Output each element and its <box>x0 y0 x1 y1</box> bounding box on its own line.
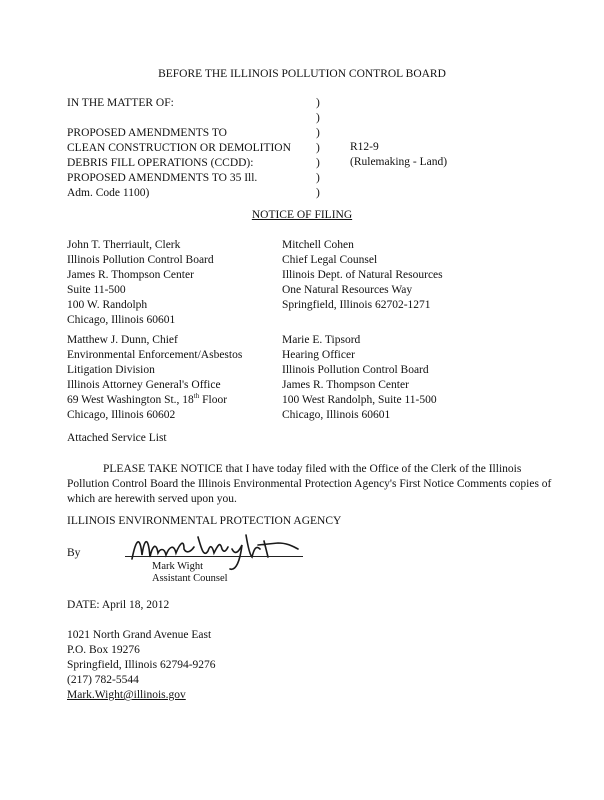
recipient-line: Mitchell Cohen <box>282 239 354 251</box>
paren: ) <box>316 187 320 199</box>
signer-name: Mark Wight <box>152 561 204 572</box>
notice-paragraph <box>67 462 557 507</box>
paren: ) <box>316 112 320 124</box>
recipient-line: Litigation Division <box>67 364 155 376</box>
attached-service-list: Attached Service List <box>67 432 167 444</box>
caption-line: Adm. Code 1100) <box>67 187 150 199</box>
caption-line: IN THE MATTER OF: <box>67 97 174 109</box>
recipient-line: John T. Therriault, Clerk <box>67 239 181 251</box>
recipient-line: James R. Thompson Center <box>67 269 194 281</box>
recipient-line: Matthew J. Dunn, Chief <box>67 334 178 346</box>
docket-info <box>350 140 447 170</box>
caption-parens <box>316 96 320 201</box>
signer-info <box>152 561 228 585</box>
docket-type: (Rulemaking - Land) <box>350 156 448 168</box>
paren: ) <box>316 127 320 139</box>
recipient-attorney-general <box>67 333 242 423</box>
recipient-line: James R. Thompson Center <box>282 379 409 391</box>
recipient-clerk <box>67 238 214 328</box>
caption-line: DEBRIS FILL OPERATIONS (CCDD): <box>67 157 254 169</box>
recipient-line <box>67 393 242 408</box>
recipient-line: 100 W. Randolph <box>67 299 148 311</box>
paren: ) <box>316 172 320 184</box>
recipient-hearing-officer <box>282 333 437 423</box>
recipient-line: Hearing Officer <box>282 349 355 361</box>
recipient-line: Springfield, Illinois 62702-1271 <box>282 299 431 311</box>
recipient-line: Suite 11-500 <box>67 284 126 296</box>
contact-address <box>67 628 216 703</box>
paren: ) <box>316 97 320 109</box>
caption-line <box>67 111 291 126</box>
docket-number: R12-9 <box>350 141 379 153</box>
filing-date: DATE: April 18, 2012 <box>67 599 170 611</box>
recipient-dnr <box>282 238 443 313</box>
recipient-line: Marie E. Tipsord <box>282 334 361 346</box>
address-street: 1021 North Grand Avenue East <box>67 629 212 641</box>
recipient-line: Illinois Attorney General's Office <box>67 379 221 391</box>
notice-title: NOTICE OF FILING <box>251 209 353 221</box>
page-title: BEFORE THE ILLINOIS POLLUTION CONTROL BOARD <box>158 68 446 80</box>
recipient-line: Environmental Enforcement/Asbestos <box>67 349 243 361</box>
ordinal-suffix: th <box>193 392 200 401</box>
caption-line: CLEAN CONSTRUCTION OR DEMOLITION <box>67 142 291 154</box>
notice-text: PLEASE TAKE NOTICE that I have today filed with the Office of the Clerk of the Illinois Pollution Control Board the Illinois Environmental Protection Agency's First Notice Comments copies of which are herewith served upon you. <box>67 463 552 505</box>
recipient-line: Chicago, Illinois 60602 <box>67 409 176 421</box>
street-text: 69 West Washington St., 18 <box>67 394 194 406</box>
recipient-line: Chicago, Illinois 60601 <box>67 314 176 326</box>
case-caption <box>67 96 291 201</box>
recipient-line: 100 West Randolph, Suite 11-500 <box>282 394 437 406</box>
email-link[interactable]: Mark.Wight@illinois.gov <box>67 689 186 701</box>
recipient-line: Illinois Pollution Control Board <box>67 254 214 266</box>
paren: ) <box>316 157 320 169</box>
signer-title: Assistant Counsel <box>152 573 228 584</box>
recipient-line: One Natural Resources Way <box>282 284 413 296</box>
caption-line: PROPOSED AMENDMENTS TO <box>67 127 227 139</box>
recipient-line: Illinois Dept. of Natural Resources <box>282 269 443 281</box>
signature-line <box>125 556 303 557</box>
caption-line: PROPOSED AMENDMENTS TO 35 Ill. <box>67 172 258 184</box>
address-city: Springfield, Illinois 62794-9276 <box>67 659 216 671</box>
phone-number: (217) 782-5544 <box>67 674 139 686</box>
recipient-line: Chief Legal Counsel <box>282 254 378 266</box>
recipient-line: Illinois Pollution Control Board <box>282 364 429 376</box>
street-text: Floor <box>199 394 228 406</box>
by-label: By <box>67 547 81 559</box>
paren: ) <box>316 142 320 154</box>
recipient-line: Chicago, Illinois 60601 <box>282 409 391 421</box>
agency-name: ILLINOIS ENVIRONMENTAL PROTECTION AGENCY <box>67 515 342 527</box>
address-po-box: P.O. Box 19276 <box>67 644 140 656</box>
